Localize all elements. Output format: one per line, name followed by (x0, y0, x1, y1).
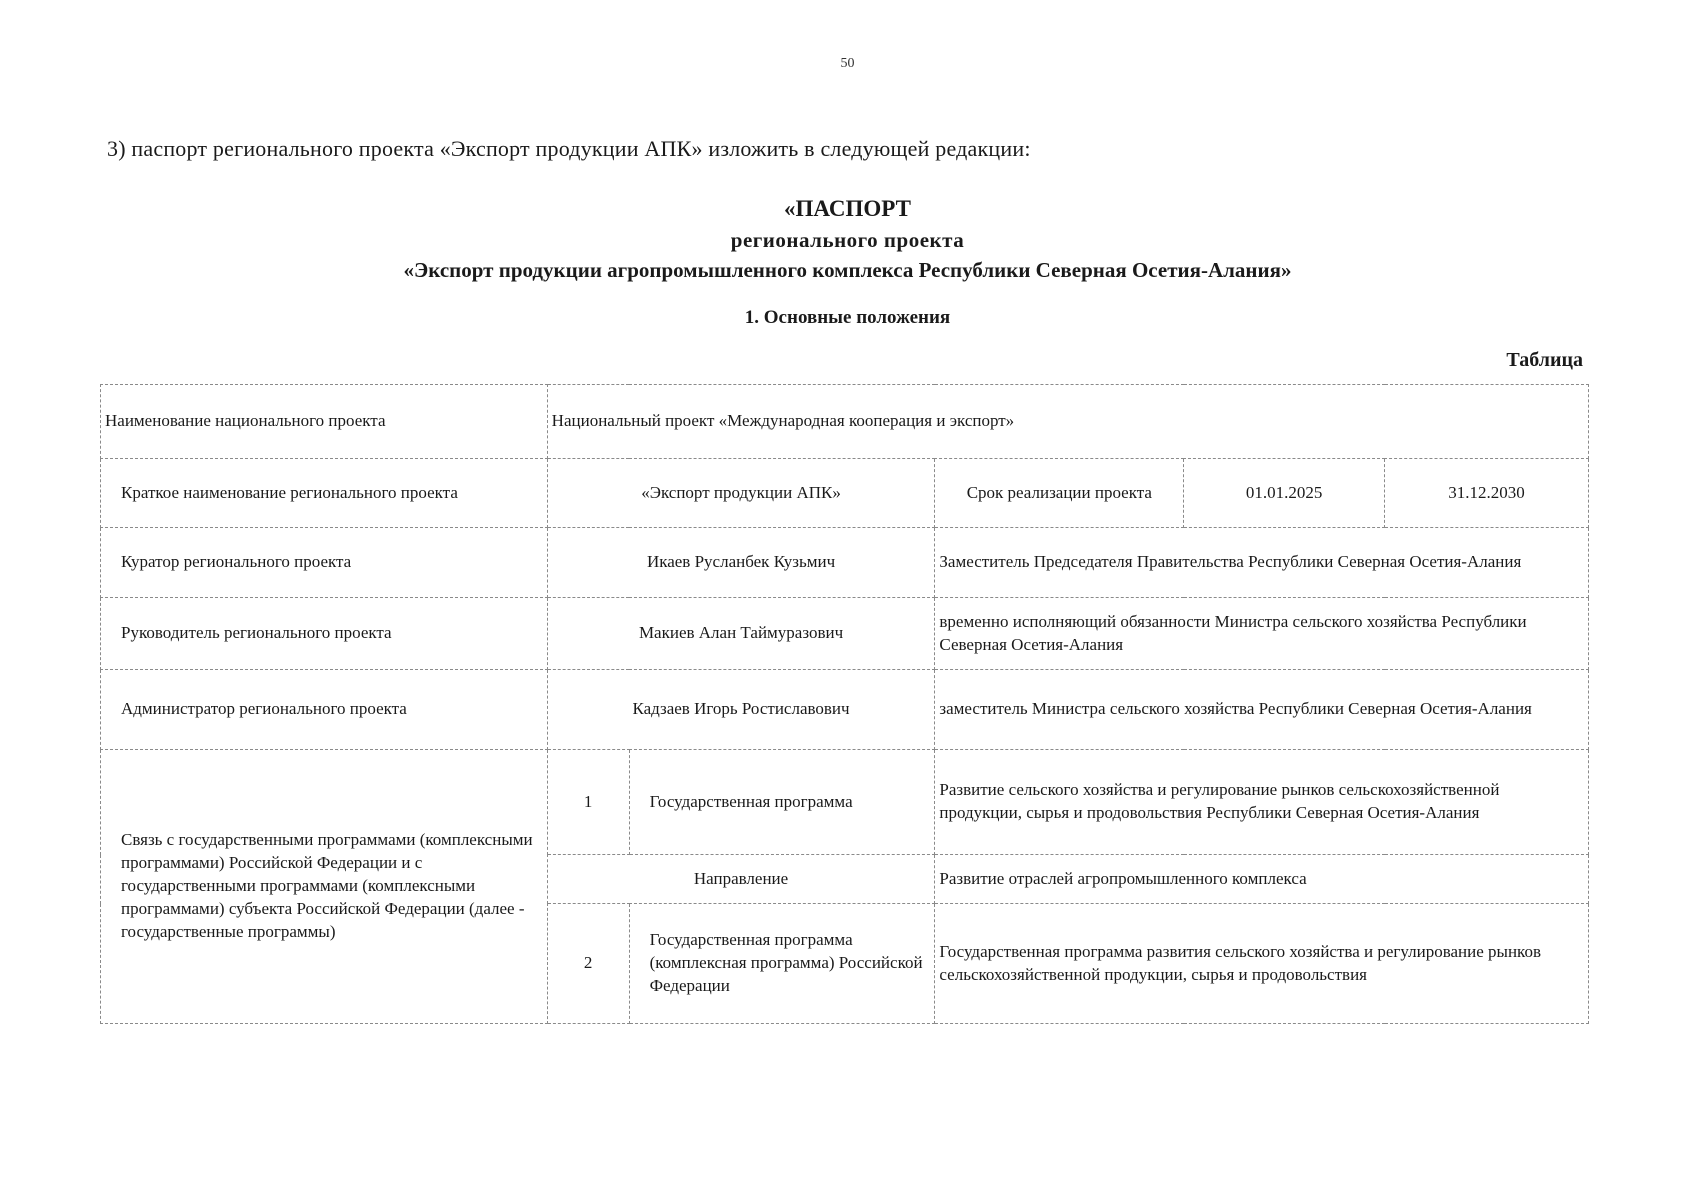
program-number: 1 (547, 750, 629, 855)
head-name: Макиев Алан Таймуразович (547, 598, 935, 670)
term-label: Срок реализации проекта (935, 459, 1184, 528)
administrator-position: заместитель Министра сельского хозяйства Республики Северная Осетия-Алания (935, 670, 1589, 750)
table-row-curator (101, 528, 1589, 598)
page-number: 50 (840, 56, 855, 71)
curator-name: Икаев Русланбек Кузьмич (547, 528, 935, 598)
program-number: 2 (547, 904, 629, 1024)
administrator-label: Администратор регионального проекта (101, 670, 548, 750)
regional-project-heading: регионального проекта (730, 228, 965, 252)
passport-heading: «ПАСПОРТ (784, 196, 911, 221)
intro-paragraph: 3) паспорт регионального проекта «Экспорт продукции АПК» изложить в следующей редакции: (107, 136, 1031, 161)
program-value: Развитие сельского хозяйства и регулирование рынков сельскохозяйственной продукции, сырья и продовольствия Республики Северная Осетия-Алания (935, 750, 1589, 855)
program-type: Государственная программа (629, 750, 935, 855)
section-heading: 1. Основные положения (744, 307, 951, 328)
head-label: Руководитель регионального проекта (101, 598, 548, 670)
short-name-label: Краткое наименование регионального проекта (101, 459, 548, 528)
program-type: Государственная программа (комплексная программа) Российской Федерации (629, 904, 935, 1024)
term-start-date: 01.01.2025 (1184, 459, 1385, 528)
curator-position: Заместитель Председателя Правительства Республики Северная Осетия-Алания (935, 528, 1589, 598)
curator-label: Куратор регионального проекта (101, 528, 548, 598)
table-row-head (101, 598, 1589, 670)
administrator-name: Кадзаев Игорь Ростиславович (547, 670, 935, 750)
programs-label: Связь с государственными программами (комплексными программами) Российской Федерации и с государственными программами (комплексными программами) субъекта Российской Федерации (далее - государственные программы) (101, 750, 548, 1024)
passport-table (100, 384, 1589, 1024)
table-caption: Таблица (1506, 349, 1583, 371)
national-project-label: Наименование национального проекта (101, 385, 548, 459)
table-row-short-name (101, 459, 1589, 528)
direction-type: Направление (547, 855, 935, 904)
national-project-value: Национальный проект «Международная кооперация и экспорт» (547, 385, 1588, 459)
direction-value: Развитие отраслей агропромышленного комплекса (935, 855, 1589, 904)
project-title-heading: «Экспорт продукции агропромышленного комплекса Республики Северная Осетия-Алания» (403, 258, 1292, 282)
short-name-value: «Экспорт продукции АПК» (547, 459, 935, 528)
table-row-program-1 (101, 750, 1589, 855)
table-row-administrator (101, 670, 1589, 750)
table-row-national-project (101, 385, 1589, 459)
head-position: временно исполняющий обязанности Министра сельского хозяйства Республики Северная Осетия-Алания (935, 598, 1589, 670)
term-end-date: 31.12.2030 (1385, 459, 1589, 528)
program-value: Государственная программа развития сельского хозяйства и регулирование рынков сельскохозяйственной продукции, сырья и продовольствия (935, 904, 1589, 1024)
